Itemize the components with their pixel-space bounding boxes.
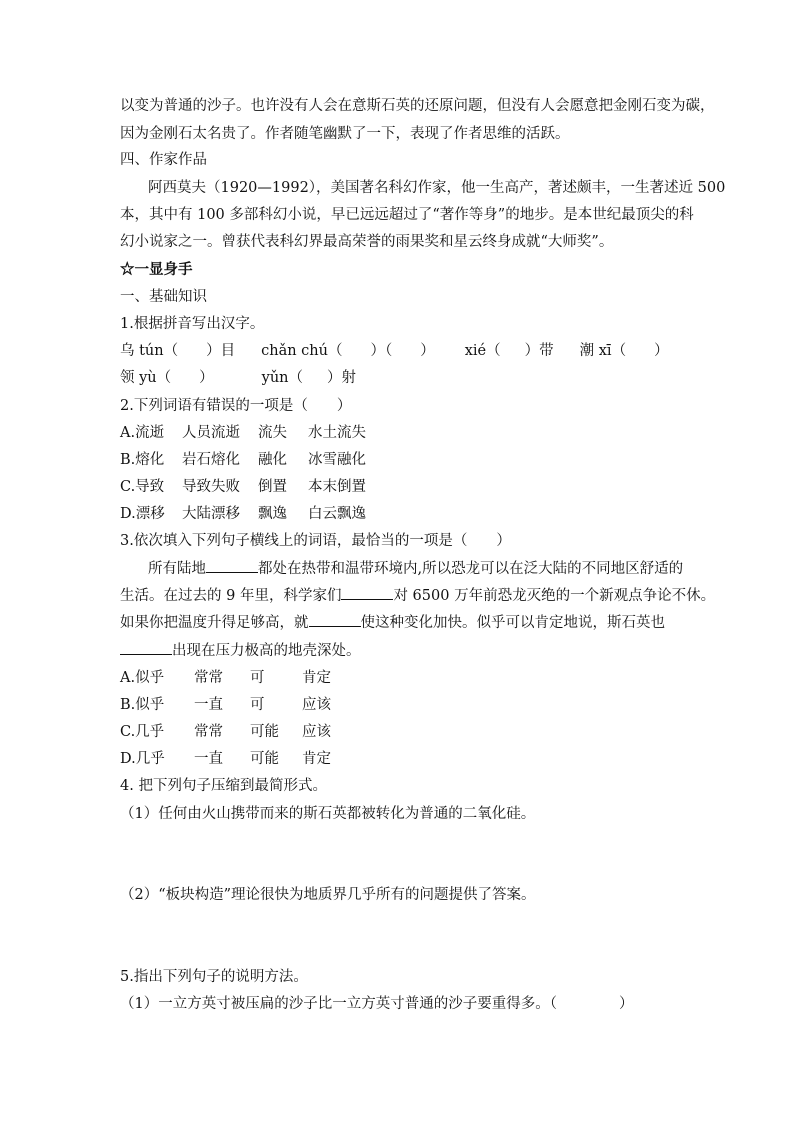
q3-option-d[interactable]: [120, 749, 331, 769]
option-word: 可: [250, 697, 265, 713]
section-heading-author-works: 四、作家作品: [120, 152, 207, 168]
q1-row-1: [120, 341, 669, 361]
showoff-title: ☆一显身手: [120, 261, 193, 278]
option-phrase: 岩石熔化: [182, 452, 240, 468]
option-word: B.熔化: [120, 452, 165, 468]
option-word: 常常: [194, 724, 223, 740]
q1-stem: 1.根据拼音写出汉字。: [120, 316, 265, 332]
option-word: D.漂移: [120, 506, 165, 522]
author-para-line-1: 阿西莫夫（1920—1992），美国著名科幻作家，他一生高产，著述颇丰，一生著述近 500: [148, 180, 726, 196]
q1-item-tun: 乌 tún（ ）目: [120, 343, 236, 359]
option-word: 应该: [302, 697, 331, 713]
q3-option-c[interactable]: [120, 722, 331, 742]
q3-passage-line-3: 如果你把温度升得足够高，就 使这种变化加快。似乎可以肯定地说，斯石英也: [120, 612, 665, 633]
author-para-line-3: 幻小说家之一。曾获代表科幻界最高荣誉的雨果奖和星云终身成就“大师奖”。: [120, 234, 614, 250]
q1-item-yu: 领 yù（ ）: [120, 370, 214, 386]
option-word: A.似乎: [120, 670, 165, 686]
q5-sentence-1: （1）一立方英寸被压扁的沙子比一立方英寸普通的沙子要重得多。（ ）: [120, 996, 634, 1012]
q1-row-2: [120, 368, 356, 388]
option-word: 飘逸: [258, 506, 287, 522]
q3-passage-line-1: 所有陆地 都处在热带和温带环境内,所以恐龙可以在泛大陆的不同地区舒适的: [148, 558, 683, 579]
q3-stem: 3.依次填入下列句子横线上的词语，最恰当的一项是（ ）: [120, 533, 511, 549]
option-word: 流失: [258, 425, 287, 441]
q1-item-yun: yǔn（ ）射: [261, 370, 357, 386]
fill-blank-4[interactable]: [120, 640, 172, 655]
q2-option-a[interactable]: [120, 423, 366, 443]
option-word: 可能: [250, 751, 279, 767]
q2-option-c[interactable]: [120, 477, 366, 497]
option-word: C.几乎: [120, 724, 165, 740]
option-word: 一直: [194, 697, 223, 713]
q3-passage-line-2: 生活。在过去的 9 年里，科学家们 对 6500 万年前恐龙灭绝的一个新观点争论不休。: [120, 585, 715, 606]
option-word: C.导致: [120, 479, 165, 495]
option-word: B.似乎: [120, 697, 165, 713]
intro-line-2: 因为金刚石太名贵了。作者随笔幽默了一下，表现了作者思维的活跃。: [120, 126, 570, 142]
option-word: 肯定: [302, 751, 331, 767]
q3-option-a[interactable]: [120, 668, 331, 688]
q3-passage-line-4: 出现在压力极高的地壳深处。: [120, 640, 361, 661]
q1-item-chanchu: chǎn chú（ ）（ ）: [261, 343, 435, 359]
author-para-line-2: 本，其中有 100 多部科幻小说，早已远远超过了“著作等身”的地步。是本世纪最顶尖的科: [120, 207, 694, 223]
option-word: 融化: [258, 452, 287, 468]
option-phrase: 白云飘逸: [308, 506, 366, 522]
q2-option-d[interactable]: [120, 504, 366, 524]
option-word: 可: [250, 670, 265, 686]
option-phrase: 人员流逝: [182, 425, 240, 441]
intro-line-1: 以变为普通的沙子。也许没有人会在意斯石英的还原问题，但没有人会愿意把金刚石变为碳，: [120, 98, 715, 114]
q4-sentence-1: （1）任何由火山携带而来的斯石英都被转化为普通的二氧化硅。: [120, 806, 536, 822]
q4-stem: 4. 把下列句子压缩到最简形式。: [120, 778, 327, 794]
q2-option-b[interactable]: [120, 450, 366, 470]
q5-stem: 5.指出下列句子的说明方法。: [120, 969, 308, 985]
fill-blank-1[interactable]: [206, 558, 258, 573]
q1-item-xie: xié（ ）带: [464, 343, 554, 359]
option-word: A.流逝: [120, 425, 165, 441]
q1-item-xi: 潮 xī（ ）: [579, 343, 669, 359]
option-word: 可能: [250, 724, 279, 740]
option-word: 一直: [194, 751, 223, 767]
option-word: 肯定: [302, 670, 331, 686]
q3-option-b[interactable]: [120, 695, 331, 715]
option-word: D.几乎: [120, 751, 165, 767]
option-word: 倒置: [258, 479, 287, 495]
option-word: 应该: [302, 724, 331, 740]
fill-blank-3[interactable]: [309, 612, 361, 627]
option-phrase: 本末倒置: [308, 479, 366, 495]
option-phrase: 水土流失: [308, 425, 366, 441]
fill-blank-2[interactable]: [341, 585, 393, 600]
q2-stem: 2.下列词语有错误的一项是（ ）: [120, 398, 352, 414]
option-phrase: 大陆漂移: [182, 506, 240, 522]
basics-heading: 一、基础知识: [120, 289, 207, 305]
option-phrase: 冰雪融化: [308, 452, 366, 468]
q4-sentence-2: （2）“板块构造”理论很快为地质界几乎所有的问题提供了答案。: [120, 887, 536, 903]
option-word: 常常: [194, 670, 223, 686]
option-phrase: 导致失败: [182, 479, 240, 495]
